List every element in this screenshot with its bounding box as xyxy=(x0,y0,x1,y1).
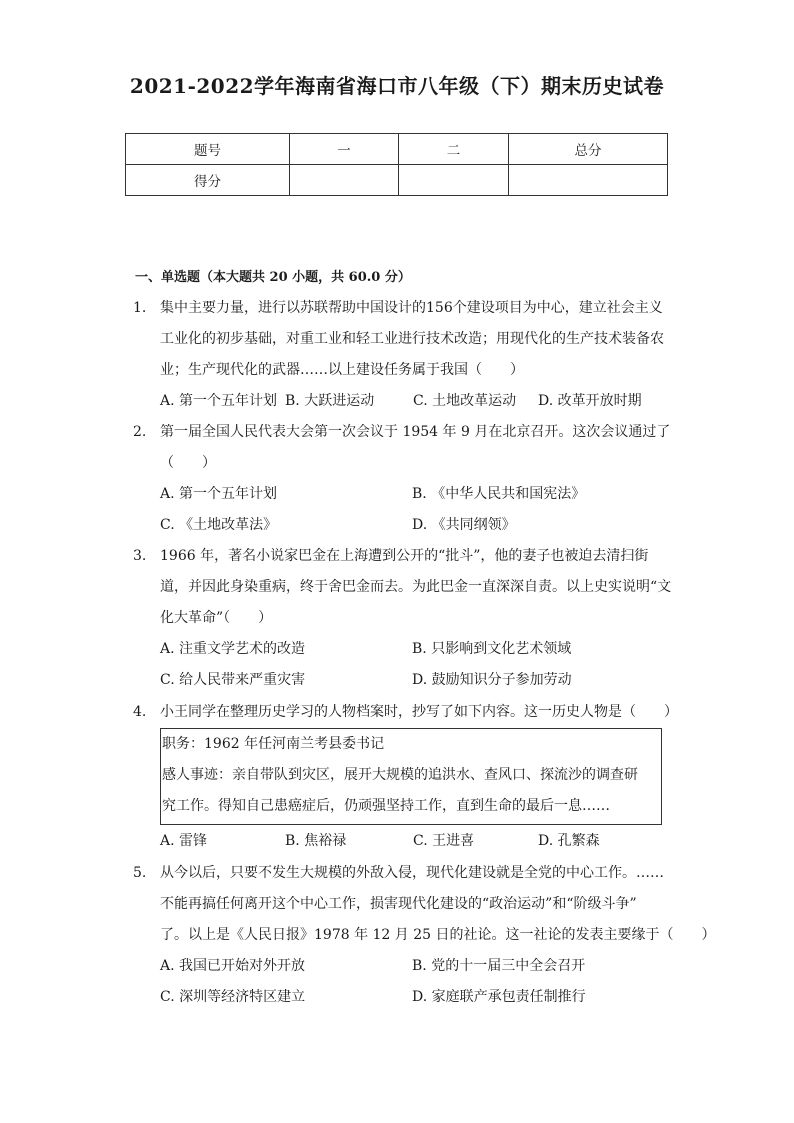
question-number: 4. xyxy=(133,704,147,720)
quote-line: 感人事迹：亲自带队到灾区，展开大规模的追洪水、查风口、探流沙的调查研 xyxy=(162,767,638,783)
score-cell-label: 题号 xyxy=(126,134,290,165)
question-text-line: 第一届全国人民代表大会第一次会议于 1954 年 9 月在北京召开。这次会议通过了 xyxy=(160,424,671,440)
option-c[interactable]: C. 深圳等经济特区建立 xyxy=(160,989,306,1005)
option-a[interactable]: A. 第一个五年计划 xyxy=(160,393,278,409)
option-b[interactable]: B. 党的十一届三中全会召开 xyxy=(412,958,586,974)
score-cell-part1: 一 xyxy=(290,134,399,165)
question-text-line: 不能再搞任何离开这个中心工作，损害现代化建设的“政治运动”和“阶级斗争” xyxy=(160,896,637,912)
option-d[interactable]: D. 孔繁森 xyxy=(538,833,600,849)
option-b[interactable]: B. 只影响到文化艺术领域 xyxy=(412,641,572,657)
option-b[interactable]: B. 《中华人民共和国宪法》 xyxy=(412,486,586,502)
score-table-score-row xyxy=(126,165,668,196)
question-text-line: 小王同学在整理历史学习的人物档案时，抄写了如下内容。这一历史人物是（ ） xyxy=(160,704,678,720)
score-table-header-row xyxy=(126,134,668,165)
option-a[interactable]: A. 第一个五年计划 xyxy=(160,486,278,502)
question-1 xyxy=(133,293,673,417)
question-number: 5. xyxy=(133,865,147,881)
section-heading: 一、单选题（本大题共 20 小题，共 60.0 分） xyxy=(135,270,411,285)
question-text-line: 1966 年，著名小说家巴金在上海遭到公开的“批斗”，他的妻子也被迫去清扫街 xyxy=(160,548,649,564)
question-number: 1. xyxy=(133,300,147,316)
option-c[interactable]: C. 《土地改革法》 xyxy=(160,517,278,533)
option-c[interactable]: C. 土地改革运动 xyxy=(413,393,517,409)
option-c[interactable]: C. 给人民带来严重灾害 xyxy=(160,672,306,688)
question-text-line: 集中主要力量，进行以苏联帮助中国设计的156个建设项目为中心，建立社会主义 xyxy=(160,300,663,316)
question-5 xyxy=(133,858,716,1013)
question-text-line: 从今以后，只要不发生大规模的外敌入侵，现代化建设就是全党的中心工作。…… xyxy=(160,865,664,881)
question-text-line: 了。以上是《人民日报》1978 年 12 月 25 日的社论。这一社论的发表主要缘于（ ） xyxy=(160,927,716,943)
option-b[interactable]: B. 焦裕禄 xyxy=(285,833,347,849)
score-input-part2[interactable] xyxy=(399,165,509,196)
option-a[interactable]: A. 我国已开始对外开放 xyxy=(160,958,306,974)
quote-line: 职务：1962 年任河南兰考县委书记 xyxy=(162,736,385,752)
question-number: 3. xyxy=(133,548,147,564)
score-row-label: 得分 xyxy=(126,165,290,196)
quote-line: 究工作。得知自己患癌症后，仍顽强坚持工作，直到生命的最后一息…… xyxy=(162,798,610,814)
score-cell-part2: 二 xyxy=(399,134,509,165)
question-text-line: （ ） xyxy=(160,455,216,471)
question-4 xyxy=(133,697,678,728)
option-c[interactable]: C. 王进喜 xyxy=(413,833,475,849)
option-d[interactable]: D. 家庭联产承包责任制推行 xyxy=(412,989,586,1005)
option-b[interactable]: B. 大跃进运动 xyxy=(285,393,375,409)
option-d[interactable]: D. 《共同纲领》 xyxy=(412,517,516,533)
quote-box xyxy=(160,728,662,825)
question-2 xyxy=(133,417,673,541)
option-d[interactable]: D. 鼓励知识分子参加劳动 xyxy=(412,672,572,688)
option-d[interactable]: D. 改革开放时期 xyxy=(538,393,642,409)
question-text-line: 业；生产现代化的武器……以上建设任务属于我国（ ） xyxy=(160,362,524,378)
score-input-total[interactable] xyxy=(509,165,668,196)
question-text-line: 工业化的初步基础，对重工业和轻工业进行技术改造；用现代化的生产技术装备农 xyxy=(160,331,664,347)
score-input-part1[interactable] xyxy=(290,165,399,196)
question-text-line: 化大革命”（ ） xyxy=(160,610,273,626)
score-table xyxy=(125,133,668,196)
question-3 xyxy=(133,541,673,696)
option-a[interactable]: A. 雷锋 xyxy=(160,833,208,849)
question-text-line: 道，并因此身染重病，终于舍巴金而去。为此巴金一直深深自责。以上史实说明“文 xyxy=(160,579,672,595)
score-cell-total: 总分 xyxy=(509,134,668,165)
question-4-options xyxy=(133,826,673,857)
question-number: 2. xyxy=(133,424,147,440)
option-a[interactable]: A. 注重文学艺术的改造 xyxy=(160,641,306,657)
page-title: 2021-2022学年海南省海口市八年级（下）期末历史试卷 xyxy=(129,74,665,98)
